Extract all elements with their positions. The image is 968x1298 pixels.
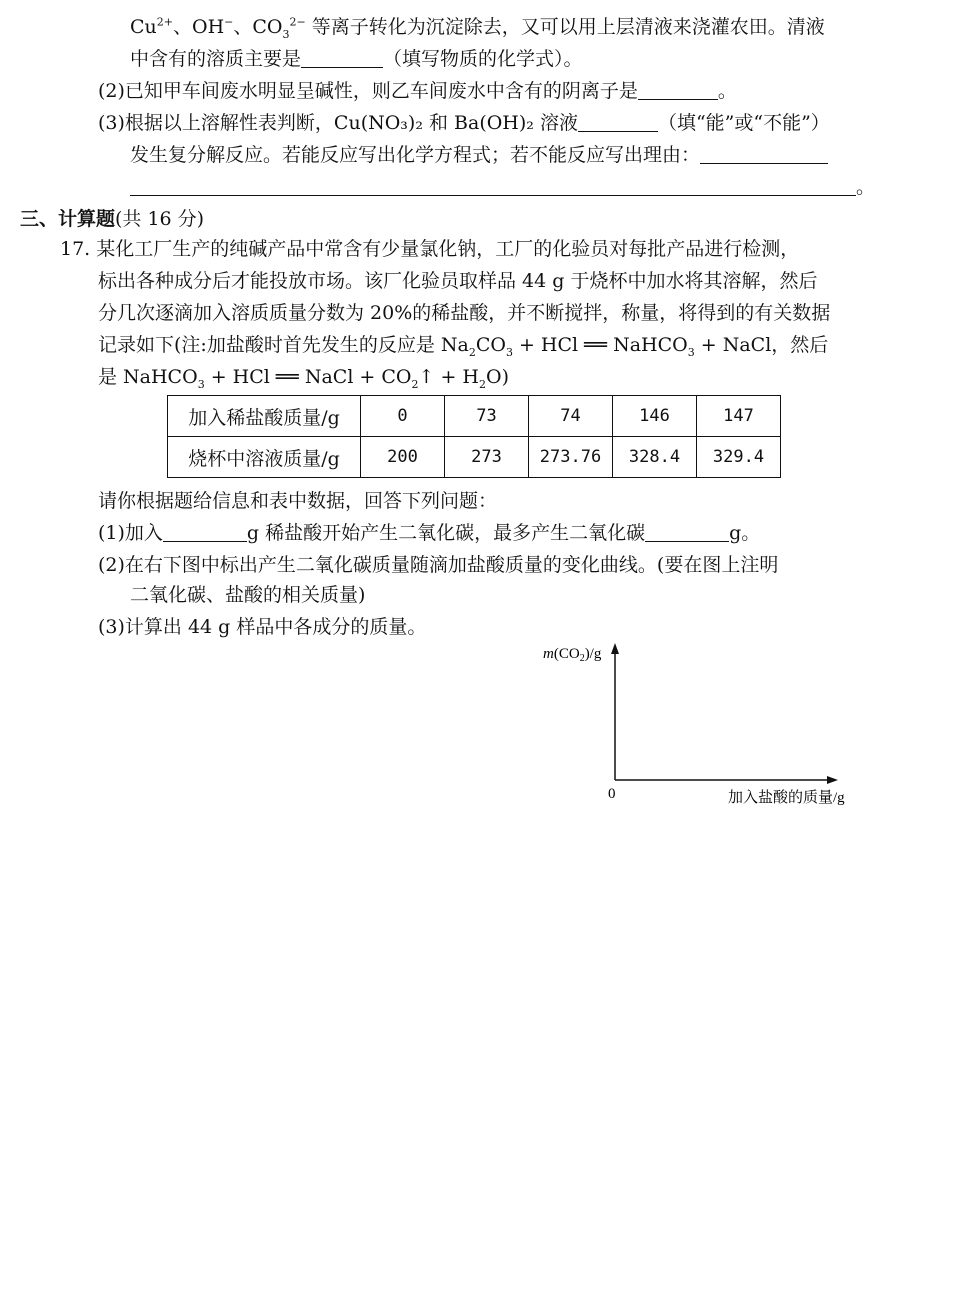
table-row [168, 437, 781, 478]
problem17-line5: 是 NaHCO$_3$ + HCl ══ NaCl + $CO_2↑ + H_2O$) [98, 366, 510, 391]
q17-2-line1: (2)在右下图中标出产生二氧化碳质量随滴加盐酸质量的变化曲线。(要在图上注明 [98, 554, 779, 576]
eq1-text-b: CO [475, 334, 506, 356]
q-anion-text: (2)已知甲车间废水明显呈碱性，则乙车间废水中含有的阴离子是 [98, 80, 638, 102]
q-reaction-text: (3)根据以上溶解性表判断，Cu(NO₃)₂ 和 Ba(OH)₂ 溶液 [98, 112, 578, 134]
eq2-text-d: O) [486, 366, 510, 388]
answer-blank-solute[interactable] [301, 49, 383, 68]
data-table [167, 395, 781, 478]
answer-blank-reason-1[interactable] [700, 145, 828, 164]
origin-label: 0 [608, 786, 616, 802]
problem-number: 17. [60, 238, 91, 260]
problem17-line3: 分几次逐滴加入溶质质量分数为 20%的稀盐酸，并不断搅拌，称量，将得到的有关数据 [98, 302, 831, 324]
q-reaction-hint: （填“能”或“不能”） [657, 112, 830, 134]
section-score: (共 16 分) [115, 208, 205, 230]
q-reaction-line [98, 110, 830, 136]
eq2-text-c: ↑ + H [418, 366, 480, 388]
table-header-solution: 烧杯中溶液质量/g [168, 437, 361, 478]
table-cell: 273.76 [529, 437, 613, 478]
table-cell: 329.4 [697, 437, 781, 478]
q-reaction-line2 [130, 142, 828, 168]
eq1-text-a: 记录如下(注:加盐酸时首先发生的反应是 Na [98, 334, 469, 356]
q-reaction-end: 。 [856, 176, 876, 198]
problem17-line1 [60, 236, 799, 262]
answer-blank-anion[interactable] [638, 81, 718, 100]
q17-1-text-b: g 稀盐酸开始产生二氧化碳，最多产生二氧化碳 [246, 522, 646, 544]
table-cell: 200 [361, 437, 445, 478]
problem17-text1: 某化工厂生产的纯碱产品中常含有少量氯化钠，工厂的化验员对每批产品进行检测， [96, 238, 800, 260]
q-reaction-text2: 发生复分解反应。若能反应写出化学方程式；若不能反应写出理由： [130, 144, 701, 166]
q17-2-line2: 二氧化碳、盐酸的相关质量) [130, 584, 366, 606]
table-header-acid: 加入稀盐酸质量/g [168, 396, 361, 437]
table-cell: 146 [613, 396, 697, 437]
eq2-text-a: 是 NaHCO [98, 366, 198, 388]
table-row [168, 396, 781, 437]
answer-blank-acid-start[interactable] [163, 523, 247, 542]
prompt-line: 请你根据题给信息和表中数据，回答下列问题： [98, 490, 498, 512]
q17-1-text-c: g。 [729, 522, 761, 544]
q-anion-end: 。 [717, 80, 737, 102]
solute-hint: （填写物质的化学式）。 [383, 48, 583, 70]
table-cell: 147 [697, 396, 781, 437]
answer-blank-can-react[interactable] [578, 113, 658, 132]
problem17-line2: 标出各种成分后才能投放市场。该厂化验员取样品 44 g 于烧杯中加水将其溶解，然后 [98, 270, 818, 292]
table-cell: 328.4 [613, 437, 697, 478]
ions-line: $Cu^{2+}$、OH−、$CO_3^{2-}$ 等离子转化为沉淀除去，又可以用上层清液来浇灌农田。清液 [130, 15, 825, 41]
table-cell: 273 [445, 437, 529, 478]
table-cell: 0 [361, 396, 445, 437]
section-header [20, 206, 204, 232]
answer-blank-co2-max[interactable] [645, 523, 729, 542]
table-cell: 73 [445, 396, 529, 437]
eq2-text-b: + HCl ══ NaCl + CO [204, 366, 412, 388]
ions-line-text: 等离子转化为沉淀除去，又可以用上层清液来浇灌农田。清液 [305, 16, 825, 38]
solute-text: 中含有的溶质主要是 [130, 48, 302, 70]
q-anion-line [98, 78, 737, 104]
table-cell: 74 [529, 396, 613, 437]
q17-1-line [98, 520, 760, 546]
x-axis-arrow-icon [827, 776, 838, 784]
problem17-line4: 记录如下(注:加盐酸时首先发生的反应是 $Na_2CO_3$ + HCl ══ NaHCO$_3$ + NaCl，然后 [98, 334, 829, 359]
y-axis-arrow-icon [611, 643, 619, 654]
q-reaction-line3 [130, 174, 875, 200]
eq1-text-d: + NaCl，然后 [694, 334, 829, 356]
y-axis-label: $m(CO_2)/g$ [543, 646, 602, 664]
eq1-text-c: + HCl ══ NaHCO [512, 334, 688, 356]
answer-blank-reason-2[interactable] [130, 177, 856, 196]
q17-1-text-a: (1)加入 [98, 522, 163, 544]
solute-line [130, 46, 583, 72]
section-title: 三、计算题 [20, 208, 116, 230]
q17-3-line: (3)计算出 44 g 样品中各成分的质量。 [98, 616, 427, 638]
x-axis-label: 加入盐酸的质量/g [728, 790, 845, 806]
co2-graph[interactable] [540, 640, 880, 820]
